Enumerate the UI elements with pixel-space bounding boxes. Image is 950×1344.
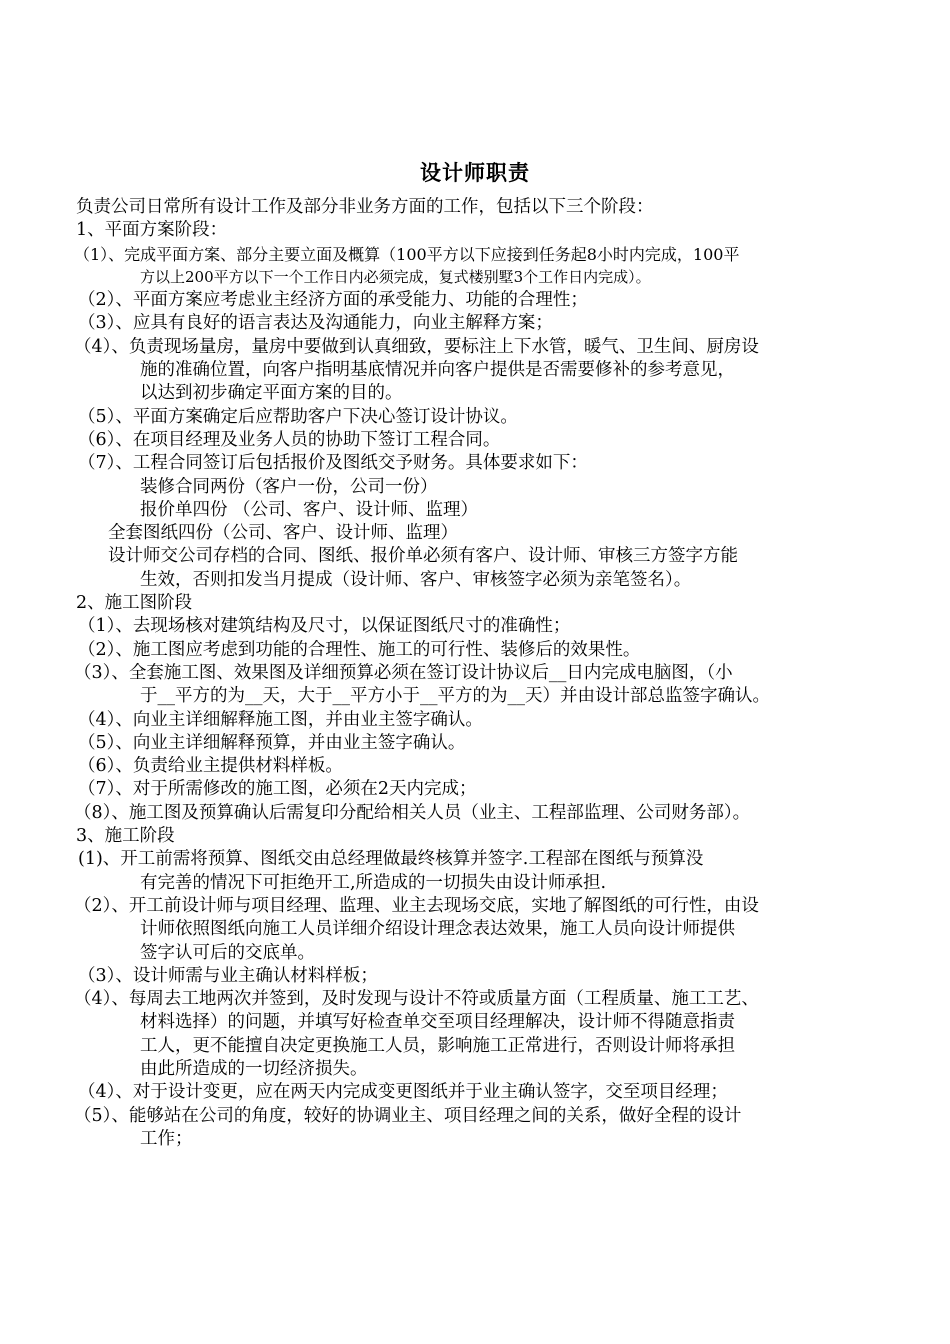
list-item: （7）、工程合同签订后包括报价及图纸交予财务。具体要求如下： [78, 453, 588, 474]
page-title: 设计师职责 [420, 161, 530, 185]
list-item-continuation: 方以上200平方以下一个工作日内必须完成，复式楼别墅3个工作日内完成）。 [140, 267, 651, 286]
list-item: （3）、全套施工图、效果图及详细预算必须在签订设计协议后__日内完成电脑图，（小 [74, 662, 733, 683]
list-item: （6）、负责给业主提供材料样板。 [78, 756, 343, 777]
list-item: （3）、应具有良好的语言表达及沟通能力，向业主解释方案； [78, 313, 553, 334]
list-item: （5）、平面方案确定后应帮助客户下决心签订设计协议。 [78, 406, 518, 427]
list-item: (1)、开工前需将预算、图纸交由总经理做最终核算并签字.工程部在图纸与预算没 [78, 849, 704, 870]
section-heading-construction: 3、施工阶段 [76, 826, 175, 847]
list-item-continuation: 有完善的情况下可拒绝开工,所造成的一切损失由设计师承担. [140, 872, 607, 893]
list-item: （5）、能够站在公司的角度，较好的协调业主、项目经理之间的关系，做好全程的设计 [74, 1105, 742, 1126]
list-item-continuation: 于__平方的为__天，大于__平方小于__平方的为__天）并由设计部总监签字确认。 [140, 686, 770, 707]
list-item: （6）、在项目经理及业务人员的协助下签订工程合同。 [78, 429, 501, 450]
list-item-continuation: 生效，否则扣发当月提成（设计师、客户、审核签字必须为亲笔签名）。 [140, 569, 692, 590]
list-item: （1）、完成平面方案、部分主要立面及概算（100平方以下应接到任务起8小时内完成，100平 [74, 244, 740, 264]
document-body [72, 196, 902, 1151]
list-item: （4）、负责现场量房，量房中要做到认真细致，要标注上下水管，暖气、卫生间、厨房设 [74, 336, 759, 357]
list-item-continuation: 工人，更不能擅自决定更换施工人员，影响施工正常进行，否则设计师将承担 [140, 1035, 735, 1056]
list-item: （4）、每周去工地两次并签到，及时发现与设计不符或质量方面（工程质量、施工工艺、 [74, 989, 759, 1010]
list-item-continuation: 计师依照图纸向施工人员详细介绍设计理念表达效果，施工人员向设计师提供 [140, 919, 735, 940]
requirement-line: 报价单四份 （公司、客户、设计师、监理） [140, 499, 479, 520]
section-heading-plan: 1、平面方案阶段： [76, 220, 228, 241]
intro-paragraph: 负责公司日常所有设计工作及部分非业务方面的工作，包括以下三个阶段： [76, 197, 654, 217]
list-item: （4）、对于设计变更，应在两天内完成变更图纸并于业主确认签字，交至项目经理； [78, 1082, 728, 1103]
section-heading-construction-drawing: 2、施工图阶段 [76, 593, 193, 614]
list-item: （2）、平面方案应考虑业主经济方面的承受能力、功能的合理性； [78, 290, 588, 311]
list-item: （4）、向业主详细解释施工图，并由业主签字确认。 [78, 709, 483, 730]
list-item-continuation: 施的准确位置，向客户指明基底情况并向客户提供是否需要修补的参考意见， [140, 360, 735, 381]
list-item: （3）、设计师需与业主确认材料样板； [78, 965, 378, 986]
list-item-continuation: 工作； [140, 1128, 193, 1149]
requirement-line: 装修合同两份（客户一份，公司一份） [140, 476, 438, 497]
list-item-continuation: 以达到初步确定平面方案的目的。 [140, 383, 403, 404]
list-item-continuation: 由此所造成的一切经济损失。 [140, 1058, 368, 1079]
list-item-continuation: 材料选择）的问题，并填写好检查单交至项目经理解决，设计师不得随意指责 [140, 1012, 735, 1033]
list-item: （1）、去现场核对建筑结构及尺寸，以保证图纸尺寸的准确性； [78, 616, 571, 637]
list-item: （5）、向业主详细解释预算，并由业主签字确认。 [78, 732, 466, 753]
list-item: （7）、对于所需修改的施工图，必须在2天内完成； [78, 779, 477, 800]
list-item: （8）、施工图及预算确认后需复印分配给相关人员（业主、工程部监理、公司财务部）。 [74, 802, 751, 823]
list-item-continuation: 签字认可后的交底单。 [140, 942, 315, 963]
requirement-line: 设计师交公司存档的合同、图纸、报价单必须有客户、设计师、审核三方签字方能 [108, 546, 738, 567]
list-item: （2）、施工图应考虑到功能的合理性、施工的可行性、装修后的效果性。 [78, 639, 641, 660]
list-item: （2）、开工前设计师与项目经理、监理、业主去现场交底，实地了解图纸的可行性，由设 [74, 895, 759, 916]
requirement-line: 全套图纸四份（公司、客户、设计师、监理） [108, 523, 458, 544]
